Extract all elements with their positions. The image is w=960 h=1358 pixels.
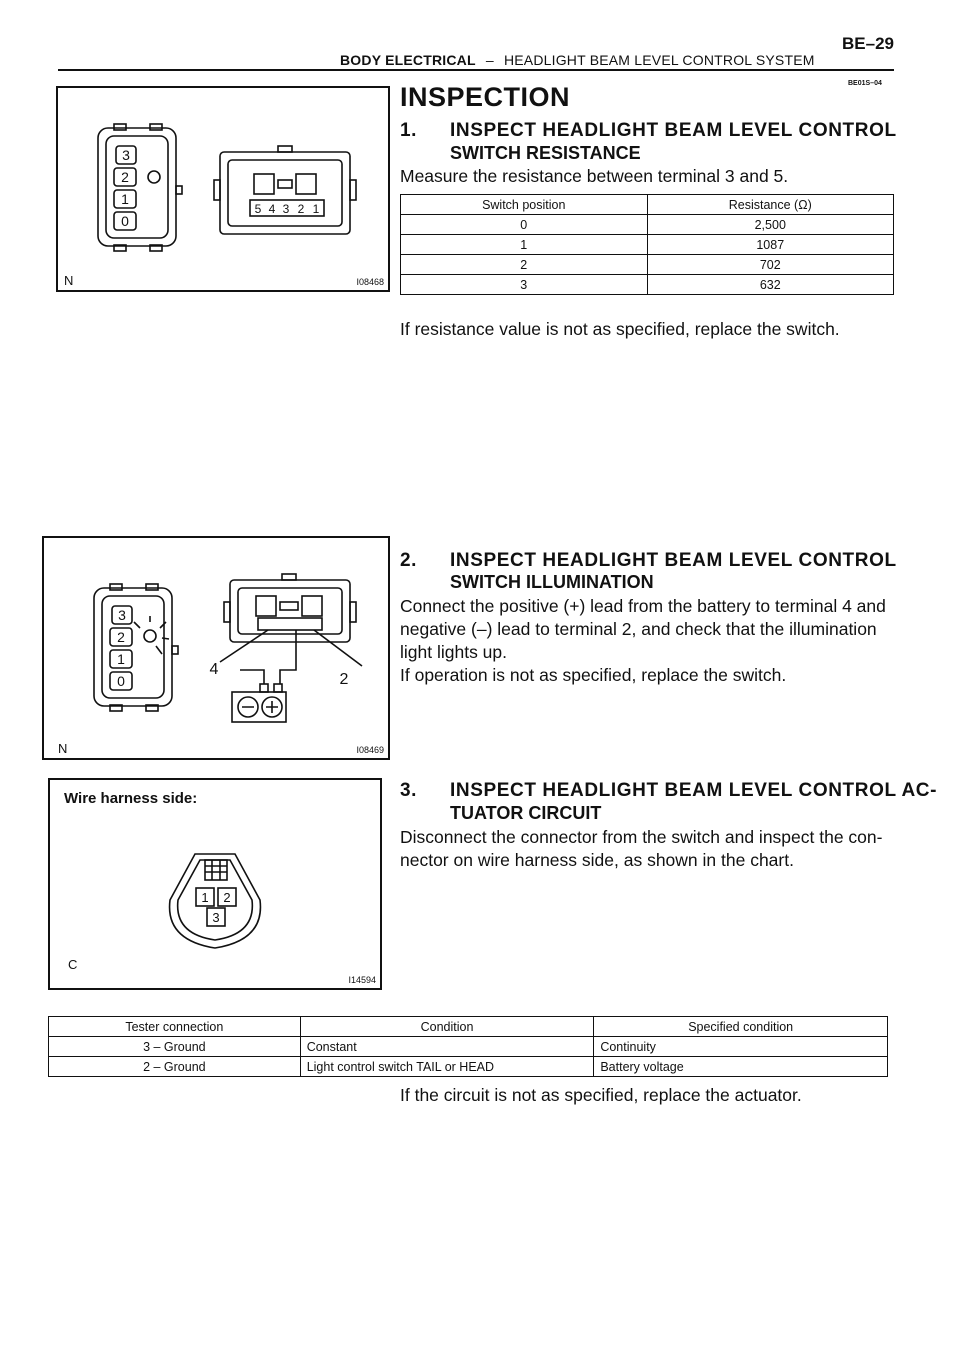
section-header — [340, 52, 815, 68]
step-title-line1: INSPECT HEADLIGHT BEAM LEVEL CONTROL — [450, 120, 897, 141]
table-cell: 0 — [401, 215, 648, 235]
terminal-label: 4 — [268, 202, 276, 216]
table-cell: 3 – Ground — [49, 1037, 301, 1057]
terminal-label: 5 — [254, 202, 262, 216]
step-note: If resistance value is not as specified, replace the switch. — [400, 319, 840, 339]
header-separator: – — [485, 52, 494, 68]
figure-tag: N — [64, 273, 74, 288]
table-cell: Constant — [300, 1037, 594, 1057]
terminal-label: 3 — [212, 910, 220, 925]
table-cell: 702 — [647, 255, 894, 275]
resistance-table — [400, 194, 894, 295]
step-2-title — [400, 550, 897, 572]
table-row — [49, 1057, 888, 1077]
figure-tag: N — [58, 741, 68, 756]
switch-position-label: 3 — [122, 147, 130, 163]
terminal-label: 2 — [223, 890, 231, 905]
figure-caption: Wire harness side: — [64, 790, 198, 807]
terminal-2-label: 2 — [339, 671, 349, 688]
table-row — [401, 275, 894, 295]
switch-position-label: 3 — [118, 607, 126, 623]
step-body — [400, 826, 896, 872]
step-number: 3. — [400, 780, 418, 801]
illumination-test-diagram — [44, 538, 388, 758]
table-cell: 1087 — [647, 235, 894, 255]
table-header: Condition — [300, 1017, 594, 1037]
terminal-label: 1 — [201, 890, 209, 905]
system-name: HEADLIGHT BEAM LEVEL CONTROL SYSTEM — [503, 52, 815, 68]
figure-wire-harness — [48, 778, 382, 990]
table-cell: 2 – Ground — [49, 1057, 301, 1077]
table-cell: 2 — [401, 255, 648, 275]
figure-id: I14594 — [348, 975, 376, 985]
table-cell: 1 — [401, 235, 648, 255]
table-row — [401, 255, 894, 275]
step-line: If operation is not as specified, replace the switch. — [400, 665, 787, 685]
table-header-row — [401, 195, 894, 215]
step-title-line1: INSPECT HEADLIGHT BEAM LEVEL CONTROL AC- — [450, 780, 938, 801]
actuator-circuit-table — [48, 1016, 888, 1077]
switch-position-label: 2 — [117, 629, 125, 645]
harness-connector-diagram — [50, 780, 380, 988]
figure-switch-terminals — [56, 86, 390, 292]
switch-position-label: 2 — [121, 169, 129, 185]
terminal-4-label: 4 — [209, 661, 219, 678]
step-line: nector on wire harness side, as shown in the chart. — [400, 850, 794, 870]
table-cell: Light control switch TAIL or HEAD — [300, 1057, 594, 1077]
step-line: Disconnect the connector from the switch and inspect the con- — [400, 827, 883, 847]
figure-id: I08469 — [356, 745, 384, 755]
step-title-line2: SWITCH RESISTANCE — [450, 143, 641, 163]
step-title-line2: TUATOR CIRCUIT — [450, 803, 602, 823]
table-row — [49, 1037, 888, 1057]
step-title-line2: SWITCH ILLUMINATION — [450, 572, 654, 592]
step-number: 1. — [400, 120, 418, 141]
step-body — [400, 595, 896, 687]
table-header: Specified condition — [594, 1017, 888, 1037]
switch-connector-diagram — [58, 88, 388, 290]
switch-position-label: 0 — [117, 673, 125, 689]
switch-position-label: 0 — [121, 213, 129, 229]
terminal-label: 1 — [312, 202, 320, 216]
step-line: Connect the positive (+) lead from the battery to terminal 4 and — [400, 596, 886, 616]
step-line: negative (–) lead to terminal 2, and check that the illumination — [400, 619, 877, 639]
switch-position-label: 1 — [121, 191, 129, 207]
table-cell: 2,500 — [647, 215, 894, 235]
table-cell: Battery voltage — [594, 1057, 888, 1077]
figure-id: I08468 — [356, 277, 384, 287]
header-rule — [58, 69, 894, 71]
page-title: INSPECTION — [400, 82, 571, 112]
step-title-line1: INSPECT HEADLIGHT BEAM LEVEL CONTROL — [450, 550, 897, 571]
table-cell: Continuity — [594, 1037, 888, 1057]
table-header: Resistance (Ω) — [647, 195, 894, 215]
switch-position-label: 1 — [117, 651, 125, 667]
table-row — [401, 235, 894, 255]
step-number: 2. — [400, 550, 418, 571]
document-code: BE01S–04 — [848, 80, 882, 87]
terminal-label: 2 — [297, 202, 305, 216]
table-cell: 632 — [647, 275, 894, 295]
table-header: Tester connection — [49, 1017, 301, 1037]
terminal-label: 3 — [282, 202, 290, 216]
step-instruction: Measure the resistance between terminal 3 and 5. — [400, 166, 789, 186]
table-header: Switch position — [401, 195, 648, 215]
step-1-title — [400, 120, 897, 142]
table-header-row — [49, 1017, 888, 1037]
page-number: BE–29 — [842, 34, 894, 53]
step-note: If the circuit is not as specified, replace the actuator. — [400, 1085, 802, 1105]
figure-switch-illumination — [42, 536, 390, 760]
step-3-title — [400, 780, 937, 802]
figure-tag: C — [68, 957, 78, 972]
table-row — [401, 215, 894, 235]
table-cell: 3 — [401, 275, 648, 295]
section-name: BODY ELECTRICAL — [340, 52, 476, 68]
step-line: light lights up. — [400, 642, 508, 662]
